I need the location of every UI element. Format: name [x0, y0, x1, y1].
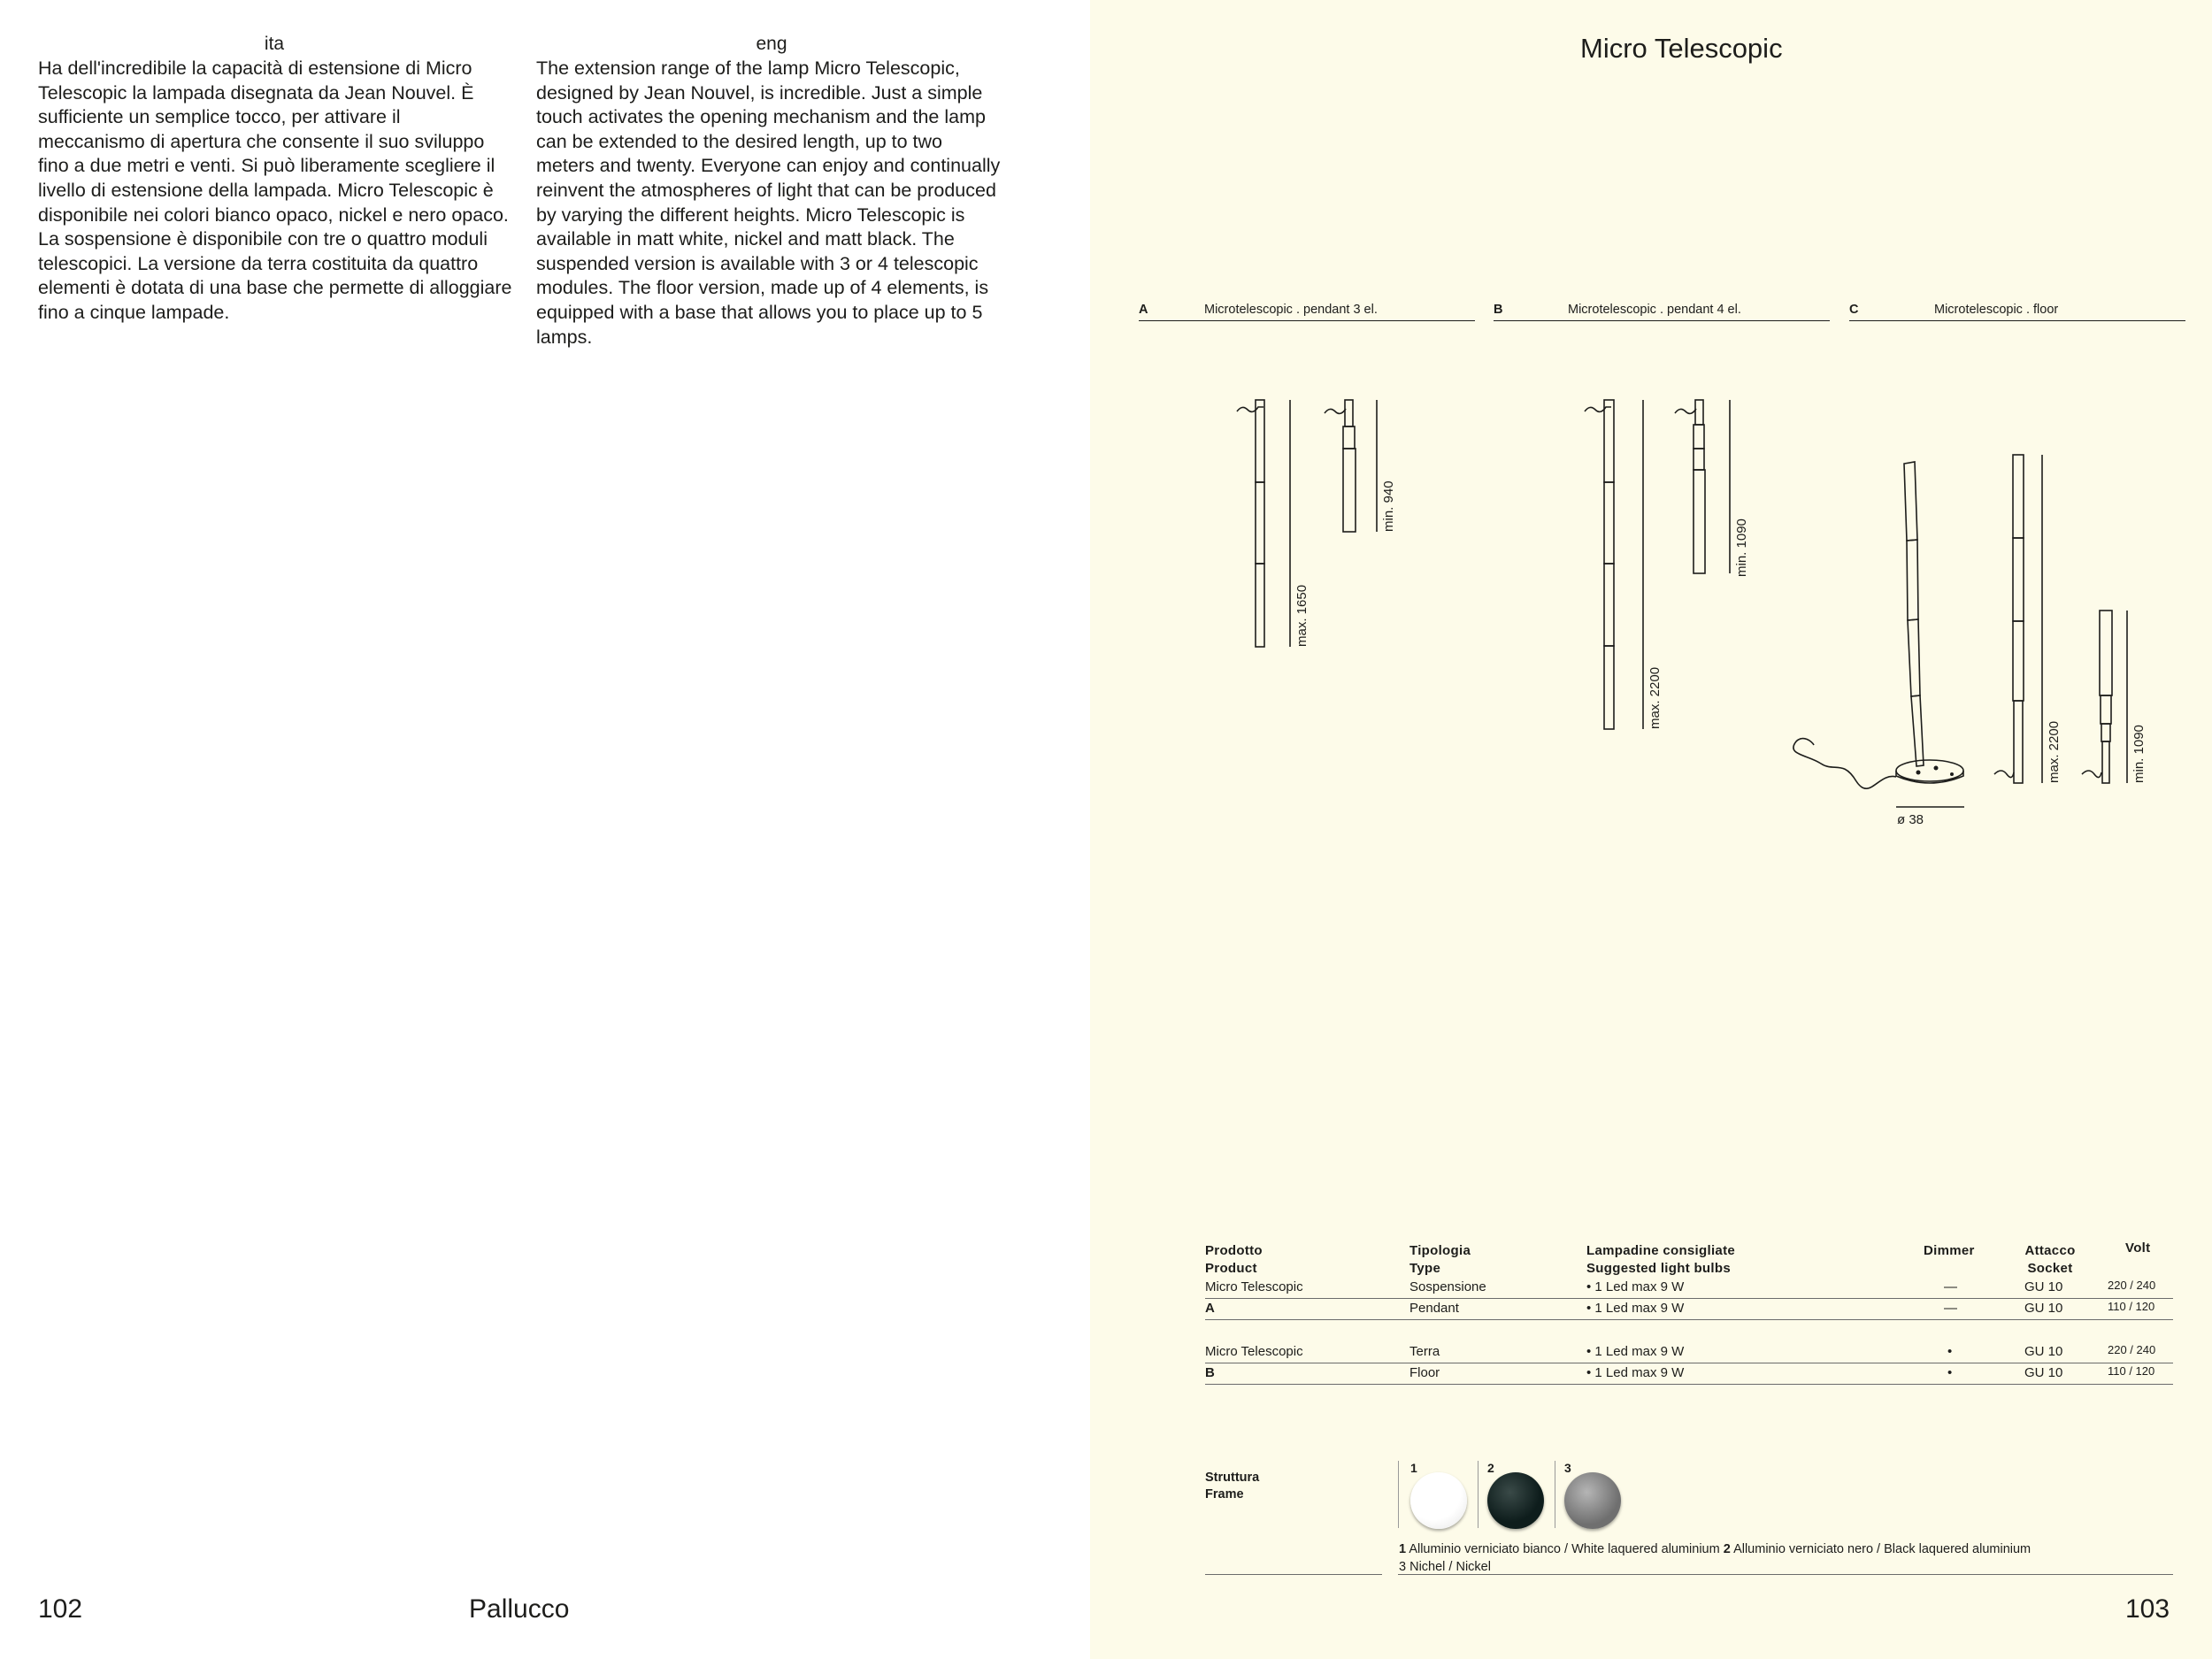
- pendant-a-extended-drawing: [1237, 400, 1290, 647]
- header-dimmer: Dimmer: [1924, 1243, 1975, 1258]
- row1-product: Micro Telescopic: [1205, 1279, 1303, 1294]
- dim-b-max: max. 2200: [1647, 666, 1663, 729]
- section-letter: B: [1494, 303, 1503, 317]
- frame-note-line-1: [1399, 1540, 2195, 1558]
- row2-socket: GU 10: [2024, 1301, 2063, 1316]
- frame-rule-left: [1205, 1574, 1382, 1575]
- floor-lamp-retracted-drawing: [2082, 611, 2127, 783]
- product-title: Micro Telescopic: [1580, 33, 1783, 64]
- row1-dimmer: —: [1944, 1279, 1957, 1294]
- swatch-white: [1410, 1472, 1467, 1529]
- frame-note-line-2: 3 Nichel / Nickel: [1399, 1560, 1491, 1574]
- page-number-left: 102: [38, 1594, 83, 1624]
- header-product: [1205, 1242, 1263, 1278]
- note-2-text: Alluminio verniciato nero / Black laquered aluminium: [1733, 1542, 2032, 1556]
- row3-product: Micro Telescopic: [1205, 1344, 1303, 1359]
- swatch-nickel: [1564, 1472, 1621, 1529]
- swatch-3-number: 3: [1564, 1461, 1571, 1475]
- frame-label-ita: Struttura: [1205, 1471, 1260, 1485]
- row2-bulb: • 1 Led max 9 W: [1586, 1301, 1685, 1316]
- row4-dimmer: •: [1947, 1365, 1953, 1380]
- dim-c-max: max. 2200: [2047, 720, 2062, 783]
- note-2-number: 2: [1723, 1542, 1731, 1556]
- row2-dimmer: —: [1944, 1301, 1957, 1316]
- row1-bulb: • 1 Led max 9 W: [1586, 1279, 1685, 1294]
- row2-product: A: [1205, 1301, 1215, 1316]
- frame-finish-note: [1399, 1540, 2195, 1576]
- header-bulbs-ita: Lampadine consigliate: [1586, 1243, 1736, 1258]
- ita-label: ita: [264, 34, 285, 54]
- row-divider: [1205, 1384, 2173, 1385]
- row1-socket: GU 10: [2024, 1279, 2063, 1294]
- row3-volt: 220 / 240: [2108, 1343, 2156, 1356]
- pendant-b-extended-drawing: [1585, 400, 1643, 729]
- swatch-1-number: 1: [1410, 1461, 1417, 1475]
- row3-socket: GU 10: [2024, 1344, 2063, 1359]
- row4-product: B: [1205, 1365, 1215, 1380]
- row3-type: Terra: [1409, 1344, 1440, 1359]
- frame-rule-right: [1398, 1574, 2173, 1575]
- row4-type: Floor: [1409, 1365, 1440, 1380]
- header-bulbs: [1586, 1242, 1735, 1278]
- dim-a-min: min. 940: [1381, 480, 1396, 532]
- pendant-a-retracted-drawing: [1325, 400, 1377, 532]
- header-bulbs-eng: Suggested light bulbs: [1586, 1261, 1731, 1276]
- ita-paragraph-2: La sospensione è disponibile con tre o quattro moduli telescopici. La versione da terra costituita da quattro elementi è dotata di una base che permette di alloggiare fino a cinque lampade.: [38, 228, 512, 323]
- row2-volt: 110 / 120: [2108, 1300, 2155, 1313]
- section-name: Microtelescopic . floor: [1934, 303, 2059, 317]
- eng-label: eng: [756, 34, 787, 54]
- section-letter: C: [1849, 303, 1859, 317]
- header-socket-ita: Attacco: [2024, 1243, 2076, 1258]
- header-volt: Volt: [2125, 1240, 2151, 1256]
- header-type-eng: Type: [1409, 1261, 1441, 1276]
- header-socket-eng: Socket: [2027, 1261, 2073, 1276]
- section-letter: A: [1139, 303, 1148, 317]
- swatch-divider: [1478, 1461, 1479, 1528]
- swatch-2-number: 2: [1487, 1461, 1494, 1475]
- row3-dimmer: •: [1947, 1344, 1953, 1359]
- header-product-eng: Product: [1205, 1261, 1257, 1276]
- row2-type: Pendant: [1409, 1301, 1459, 1316]
- header-product-ita: Prodotto: [1205, 1243, 1263, 1258]
- note-1-text: Alluminio verniciato bianco / White laquered aluminium: [1409, 1542, 1720, 1556]
- header-type-ita: Tipologia: [1409, 1243, 1471, 1258]
- row3-bulb: • 1 Led max 9 W: [1586, 1344, 1685, 1359]
- row4-volt: 110 / 120: [2108, 1364, 2155, 1378]
- page-number-right: 103: [2125, 1594, 2170, 1624]
- ita-paragraph-1: Ha dell'incredibile la capacità di estensione di Micro Telescopic la lampada disegnata da Jean Nouvel. È sufficiente un semplice tocco, per attivare il meccanismo di apertura che consente il suo sviluppo fino a due metri e venti. Si può liberamente scegliere il livello di estensione della lampada. Micro Telescopic è disponibile nei colori bianco opaco, nickel e nero opaco.: [38, 58, 509, 226]
- row-divider: [1205, 1298, 2173, 1299]
- row1-type: Sospensione: [1409, 1279, 1486, 1294]
- frame-label-eng: Frame: [1205, 1487, 1244, 1502]
- row4-bulb: • 1 Led max 9 W: [1586, 1365, 1685, 1380]
- row1-volt: 220 / 240: [2108, 1279, 2156, 1292]
- row4-socket: GU 10: [2024, 1365, 2063, 1380]
- section-name: Microtelescopic . pendant 4 el.: [1568, 303, 1741, 317]
- section-name: Microtelescopic . pendant 3 el.: [1204, 303, 1378, 317]
- floor-lamp-extended-drawing: [1994, 455, 2042, 783]
- frame-label: [1205, 1470, 1259, 1503]
- dim-c-min: min. 1090: [2131, 725, 2147, 783]
- eng-paragraph: The extension range of the lamp Micro Telescopic, designed by Jean Nouvel, is incredible. Just a simple touch activates the opening mechanism and the lamp can be extended to the desired length, up to two meters and twenty. Everyone can enjoy and continually reinvent the atmospheres of light that can be produced by varying the different heights. Micro Telescopic is available in matt white, nickel and matt black. The suspended version is available with 3 or 4 telescopic modules. The floor version, made up of 4 elements, is equipped with a base that allows you to place up to 5 lamps.: [536, 58, 1001, 348]
- dim-c-base: ø 38: [1897, 812, 1924, 827]
- pendant-b-retracted-drawing: [1675, 400, 1730, 573]
- swatch-black: [1487, 1472, 1544, 1529]
- note-1-number: 1: [1399, 1542, 1407, 1556]
- brand-name: Pallucco: [469, 1594, 570, 1624]
- dim-b-min: min. 1090: [1734, 518, 1749, 577]
- floor-lamp-angled-drawing: [1793, 462, 1964, 807]
- row-divider: [1205, 1319, 2173, 1320]
- dim-a-max: max. 1650: [1294, 584, 1310, 647]
- header-socket: [2019, 1242, 2081, 1278]
- header-type: [1409, 1242, 1471, 1278]
- swatch-divider: [1398, 1461, 1399, 1528]
